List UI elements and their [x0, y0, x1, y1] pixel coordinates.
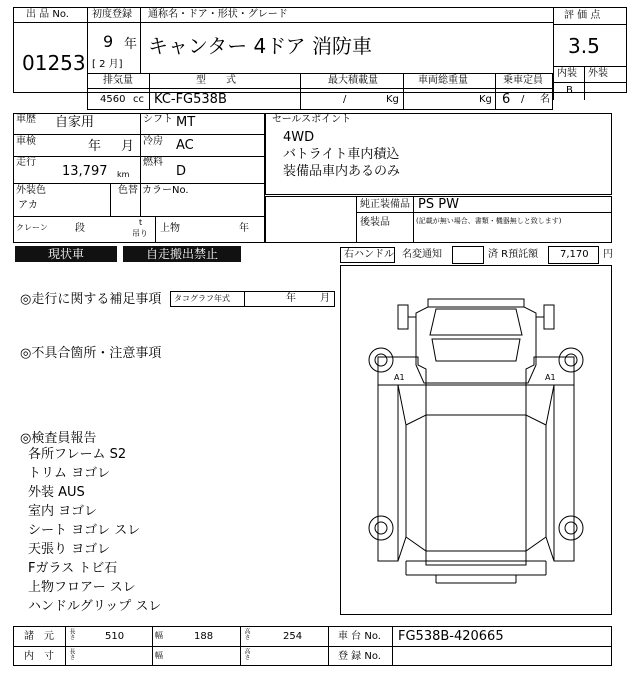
- interior-length-label: 長さ: [68, 648, 75, 660]
- damage-mark-left: A1: [394, 373, 405, 382]
- height-label: 高さ: [243, 628, 250, 640]
- defect-notes-label: ◎不具合箇所・注意事項: [20, 346, 162, 361]
- model-label: 型 式: [196, 75, 236, 86]
- aircon: AC: [176, 138, 194, 153]
- current-car-badge: 現状車: [15, 246, 117, 262]
- reg-year: 9: [103, 32, 114, 51]
- sales-points-label: セールスポイント: [272, 114, 352, 125]
- crane-lift: 吊り: [132, 229, 148, 238]
- width-label: 幅: [155, 631, 163, 640]
- score-label: 評 価 点: [564, 10, 601, 21]
- displacement-label: 排気量: [103, 75, 133, 86]
- color-code-label: カラーNo.: [142, 185, 189, 196]
- height: 254: [283, 631, 303, 642]
- wheel-rear-left: [369, 516, 393, 540]
- body-color: アカ: [18, 200, 38, 211]
- self-drive-prohibited-badge: 自走搬出禁止: [123, 246, 241, 262]
- car-name-label: 通称名・ドア・形状・グレード: [148, 9, 288, 20]
- capacity-sep: /: [521, 94, 525, 105]
- deck-label: 上物: [160, 223, 180, 234]
- wheel-front-left: [369, 348, 393, 372]
- aftermarket-note: (記載が無い場合、書類・機器無しと致します): [416, 217, 562, 225]
- score: 3.5: [568, 34, 600, 58]
- interior-width-label: 幅: [155, 651, 163, 660]
- wheel-rear-right: [559, 516, 583, 540]
- tachograph-label: タコグラフ年式: [174, 294, 230, 303]
- truck-diagram: [340, 265, 612, 615]
- notice-box: [452, 246, 484, 264]
- mirror-right: [536, 305, 554, 329]
- cc-unit: cc: [133, 94, 144, 105]
- genuine-equip: PS PW: [418, 197, 459, 212]
- sales-point-3: 装備品車内あるのみ: [283, 164, 401, 179]
- inspector-report-label: ◎検査員報告: [20, 431, 97, 446]
- inspector-item: 外装 AUS: [28, 485, 85, 500]
- km-unit: km: [117, 170, 130, 179]
- inspection-month: 月: [121, 139, 135, 154]
- max-load-sep: /: [343, 94, 347, 105]
- displacement: 4560: [100, 94, 126, 105]
- sales-point-2: バトライト車内積込: [283, 147, 400, 162]
- steering: 右ハンドル: [344, 249, 394, 260]
- interior-dims-label: 内 寸: [24, 651, 54, 662]
- lot-number: 01253: [22, 51, 86, 75]
- aftermarket-label: 後装品: [360, 217, 390, 228]
- width: 188: [194, 631, 214, 642]
- cab-outline: [416, 299, 536, 383]
- first-reg-label: 初度登録: [92, 9, 132, 20]
- body-side-left: [378, 357, 426, 561]
- inspector-item: 上物フロアー スレ: [28, 580, 136, 595]
- rear-body: [406, 385, 546, 583]
- specs-label: 諸 元: [24, 631, 54, 642]
- inspector-item: トリム ヨゴレ: [28, 466, 111, 481]
- interior-height-label: 高さ: [243, 648, 250, 660]
- recycle-label: 済 R預託額: [488, 249, 539, 260]
- tachograph-month: 月: [320, 293, 330, 304]
- gross-weight-label: 車両総重量: [418, 75, 468, 86]
- inspector-item: シート ヨゴレ スレ: [28, 523, 141, 538]
- max-load-label: 最大積載量: [328, 75, 378, 86]
- genuine-equip-label: 純正装備品: [360, 199, 410, 210]
- deck-year: 年: [239, 223, 249, 234]
- length: 510: [105, 631, 125, 642]
- crane-stage: 段: [75, 223, 85, 234]
- name-change-label: 名変通知: [402, 249, 442, 260]
- recycle-amount: 7,170: [560, 249, 589, 260]
- mileage-label: 走行: [16, 157, 36, 168]
- exterior-label: 外装: [588, 68, 608, 79]
- length-label: 長さ: [68, 628, 75, 640]
- shift: MT: [176, 115, 196, 130]
- history-label: 車歴: [16, 114, 36, 125]
- fuel-label: 燃料: [143, 157, 163, 168]
- inspection-year: 年: [88, 139, 102, 154]
- wheel-front-right: [559, 348, 583, 372]
- interior-grade: B: [566, 85, 573, 96]
- capacity: 6: [502, 92, 511, 107]
- aircon-label: 冷房: [143, 136, 163, 147]
- reg-month: [ 2 月]: [92, 59, 123, 70]
- crane-ton: t: [139, 218, 143, 227]
- fuel: D: [176, 164, 187, 179]
- crane-label: クレーン: [16, 223, 48, 232]
- mileage: 13,797: [62, 164, 108, 179]
- yen-unit: 円: [603, 249, 613, 260]
- chassis-label: 車 台 No.: [338, 631, 381, 642]
- reg-year-unit: 年: [124, 37, 138, 52]
- lot-label: 出 品 No.: [26, 9, 69, 20]
- driving-notes-label: ◎走行に関する補足事項: [20, 292, 162, 307]
- chassis-number: FG538B-420665: [398, 629, 504, 644]
- kg-unit-1: Kg: [386, 94, 399, 105]
- capacity-label: 乗車定員: [503, 75, 543, 86]
- color-label: 外装色: [16, 185, 46, 196]
- history: 自家用: [55, 115, 95, 130]
- model: KC-FG538B: [154, 92, 227, 107]
- interior-label: 内装: [557, 68, 577, 79]
- inspection-label: 車検: [16, 136, 36, 147]
- inspector-item: Fガラス トビ石: [28, 561, 118, 576]
- inspector-item: 室内 ヨゴレ: [28, 504, 98, 519]
- sales-point-1: 4WD: [283, 130, 315, 145]
- inspector-item: 天張り ヨゴレ: [28, 542, 111, 557]
- kg-unit-2: Kg: [479, 94, 492, 105]
- body-side-right: [526, 357, 574, 561]
- inspector-item: 各所フレーム S2: [28, 447, 127, 462]
- inspector-item: ハンドルグリップ スレ: [28, 599, 162, 614]
- tachograph-year: 年: [286, 293, 296, 304]
- color-change-label: 色替: [118, 185, 138, 196]
- registration-label: 登 録 No.: [338, 651, 381, 662]
- damage-mark-right: A1: [545, 373, 556, 382]
- car-name: キャンター 4ドア 消防車: [148, 34, 373, 58]
- shift-label: シフト: [143, 114, 173, 125]
- mirror-left: [398, 305, 416, 329]
- capacity-unit: 名: [540, 94, 550, 105]
